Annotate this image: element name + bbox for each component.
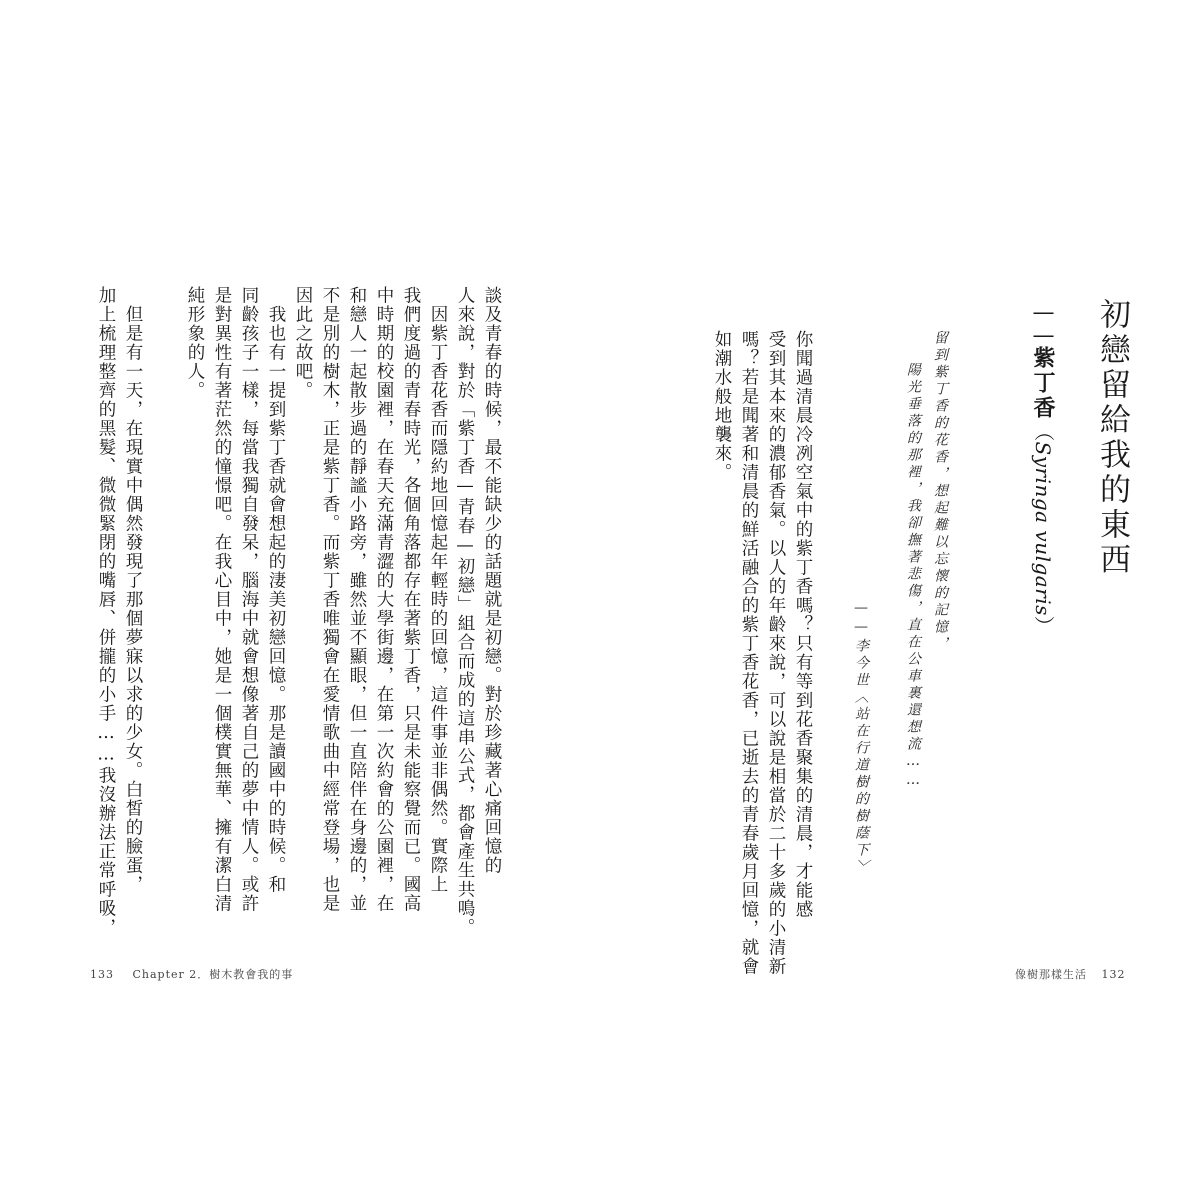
left-paragraph-line-14: 加上梳理整齊的黑髮、微微緊閉的嘴唇、併攏的小手……我沒辦法正常呼吸， xyxy=(96,286,116,937)
right-paragraph-line-3: 嗎？若是聞著和清晨的鮮活融合的紫丁香花香，已逝去的青春歲月回憶，就會 xyxy=(739,330,759,976)
left-paragraph-line-3: 因紫丁香花香而隱約地回憶起年輕時的回憶，這件事並非偶然。實際上 xyxy=(428,286,448,894)
left-paragraph-line-12: 純形象的人。 xyxy=(185,286,205,400)
quote-line-1: 留到紫丁香的花香，想起難以忘懷的記憶， xyxy=(932,330,948,653)
chapter-title: 初戀留給我的東西 xyxy=(1094,298,1130,578)
left-paragraph-line-2: 人來說，對於「紫丁香—青春—初戀」組合而成的這串公式，都會產生共鳴。 xyxy=(455,286,475,937)
left-folio-text: Chapter 2．樹木教會我的事 xyxy=(132,968,294,981)
left-paragraph-line-10: 同齡孩子一樣，每當我獨自發呆，腦海中就會想像著自己的夢中情人。或許 xyxy=(239,286,259,913)
left-paragraph-line-5: 中時期的校園裡，在春天充滿青澀的大學街邊，在第一次約會的公園裡，在 xyxy=(374,286,394,913)
left-folio xyxy=(90,966,293,982)
left-paragraph-line-4: 我們度過的青春時光，各個角落都存在著紫丁香，只是未能察覺而已。國高 xyxy=(401,286,421,913)
right-folio-text: 像樹那樣生活 xyxy=(1015,968,1087,981)
left-paragraph-line-8: 因此之故吧。 xyxy=(293,286,313,400)
left-paragraph-line-11: 是對異性有著茫然的憧憬吧。在我心目中，她是一個樸實無華、擁有潔白清 xyxy=(212,286,232,913)
left-paragraph-line-9: 我也有一提到紫丁香就會想起的淒美初戀回憶。那是讀國中的時候。和 xyxy=(266,286,286,894)
subtitle-latin-open: （ xyxy=(1031,421,1055,442)
left-paragraph-line-1: 談及青春的時候，最不能缺少的話題就是初戀。對於珍藏著心痛回憶的 xyxy=(482,286,502,875)
right-paragraph-line-1: 你聞過清晨冷冽空氣中的紫丁香嗎？只有等到花香聚集的清晨，才能感 xyxy=(793,330,813,919)
right-paragraph-line-2: 受到其本來的濃郁香氣。以人的年齡來說，可以說是相當於二十多歲的小清新 xyxy=(766,330,786,976)
quote-line-2: 陽光垂落的那裡，我卻撫著悲傷，直在公車裏還想流…… xyxy=(905,362,921,791)
right-page xyxy=(600,0,1200,1200)
subtitle-latin-close: ） xyxy=(1031,615,1055,637)
left-paragraph-line-7: 不是別的樹木，正是紫丁香。而紫丁香唯獨會在愛情歌曲中經常登場，也是 xyxy=(320,286,340,913)
left-page-number: 133 xyxy=(90,968,114,981)
left-paragraph-line-13: 但是有一天，在現實中偶然發現了那個夢寐以求的少女。白皙的臉蛋， xyxy=(123,286,143,894)
subtitle-plant-name: 紫丁香 xyxy=(1030,346,1056,421)
right-page-number: 132 xyxy=(1101,968,1126,981)
right-paragraph-line-4: 如潮水般地襲來。 xyxy=(712,330,732,482)
subtitle-latin-name: Syringa vulgaris xyxy=(1031,441,1055,616)
left-paragraph-line-6: 和戀人一起散步過的靜謐小路旁，雖然並不顯眼，但一直陪伴在身邊的，並 xyxy=(347,286,367,913)
quote-attribution: ——李今世〈站在行道樹的樹蔭下〉 xyxy=(853,600,869,876)
chapter-subtitle xyxy=(1028,300,1059,636)
right-folio xyxy=(1015,966,1126,982)
subtitle-dash: —— xyxy=(1031,300,1056,346)
